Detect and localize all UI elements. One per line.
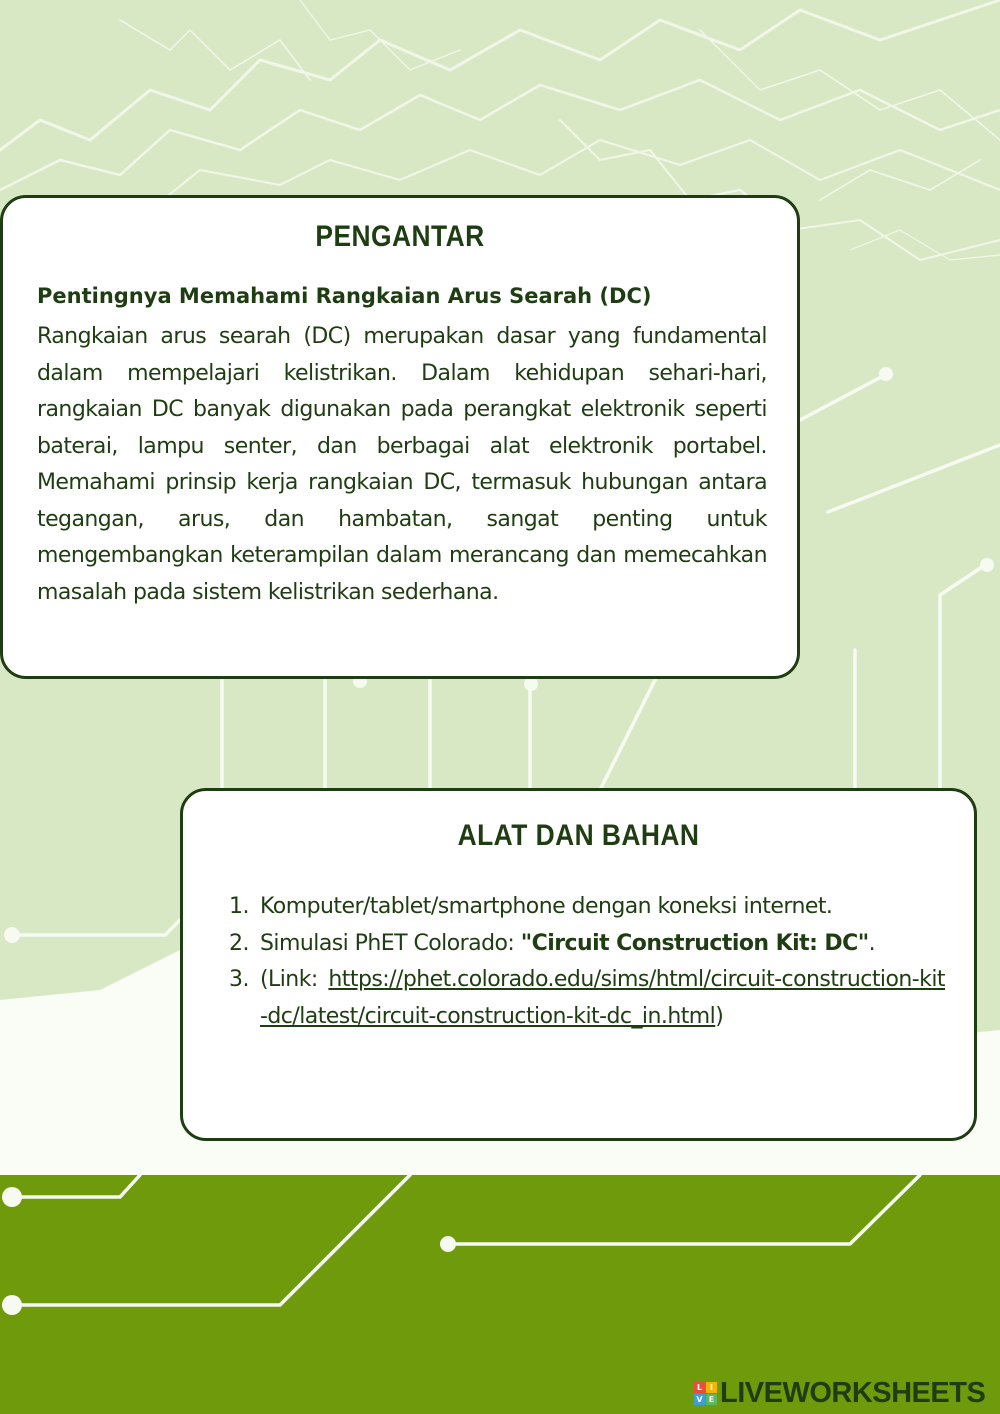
list-item-suffix: . (868, 930, 876, 956)
logo-letter-v: V (694, 1394, 705, 1405)
list-item-prefix: Simulasi PhET Colorado: (260, 930, 521, 956)
list-item-number: 3. (229, 967, 249, 992)
intro-body: Rangkaian arus searah (DC) merupakan dasar yang fundamental dalam mempelajari kelistrikan. Dalam kehidupan sehari-hari, rangkaian DC banyak digunakan pada perangkat elektronik seperti baterai, lampu senter, dan berbagai alat elektronik portabel. Memahami prinsip kerja rangkaian DC, termasuk hubungan antara tegangan, arus, dan hambatan, sangat penting untuk mengembangkan keterampilan dalam merancang dan memecahkan masalah pada sistem kelistrikan sederhana. (37, 324, 767, 605)
logo-letter-i: I (706, 1382, 717, 1393)
list-item (229, 926, 945, 963)
intro-heading: Pentingnya Memahami Rangkaian Arus Searah (DC) (37, 284, 652, 308)
logo-letter-e: E (706, 1394, 717, 1405)
list-item-prefix: (Link: (260, 967, 329, 992)
logo-letter-l: L (694, 1382, 705, 1393)
intro-title: PENGANTAR (315, 220, 485, 253)
list-item-text: Komputer/tablet/smartphone dengan koneksi internet. (260, 894, 833, 919)
list-item-text (260, 962, 945, 1035)
list-item-text (260, 926, 945, 963)
liveworksheets-wordmark: LIVEWORKSHEETS (720, 1376, 986, 1409)
tools-list (229, 889, 945, 1035)
list-item (229, 962, 945, 1035)
simulation-name: "Circuit Construction Kit: DC" (520, 930, 869, 956)
intro-card (0, 195, 800, 679)
list-item-number: 1. (229, 894, 249, 919)
list-item-number: 2. (229, 930, 249, 956)
list-item (229, 889, 945, 926)
tools-title: ALAT DAN BAHAN (457, 819, 700, 852)
tools-card (180, 788, 977, 1141)
list-item-suffix: ) (715, 1003, 724, 1029)
phet-link[interactable]: https://phet.colorado.edu/sims/html/circuit-construction-kit-dc/latest/circuit-construction-kit-dc_in.html (260, 967, 945, 1029)
liveworksheets-logo[interactable] (694, 1378, 985, 1408)
liveworksheets-icon (694, 1382, 717, 1405)
